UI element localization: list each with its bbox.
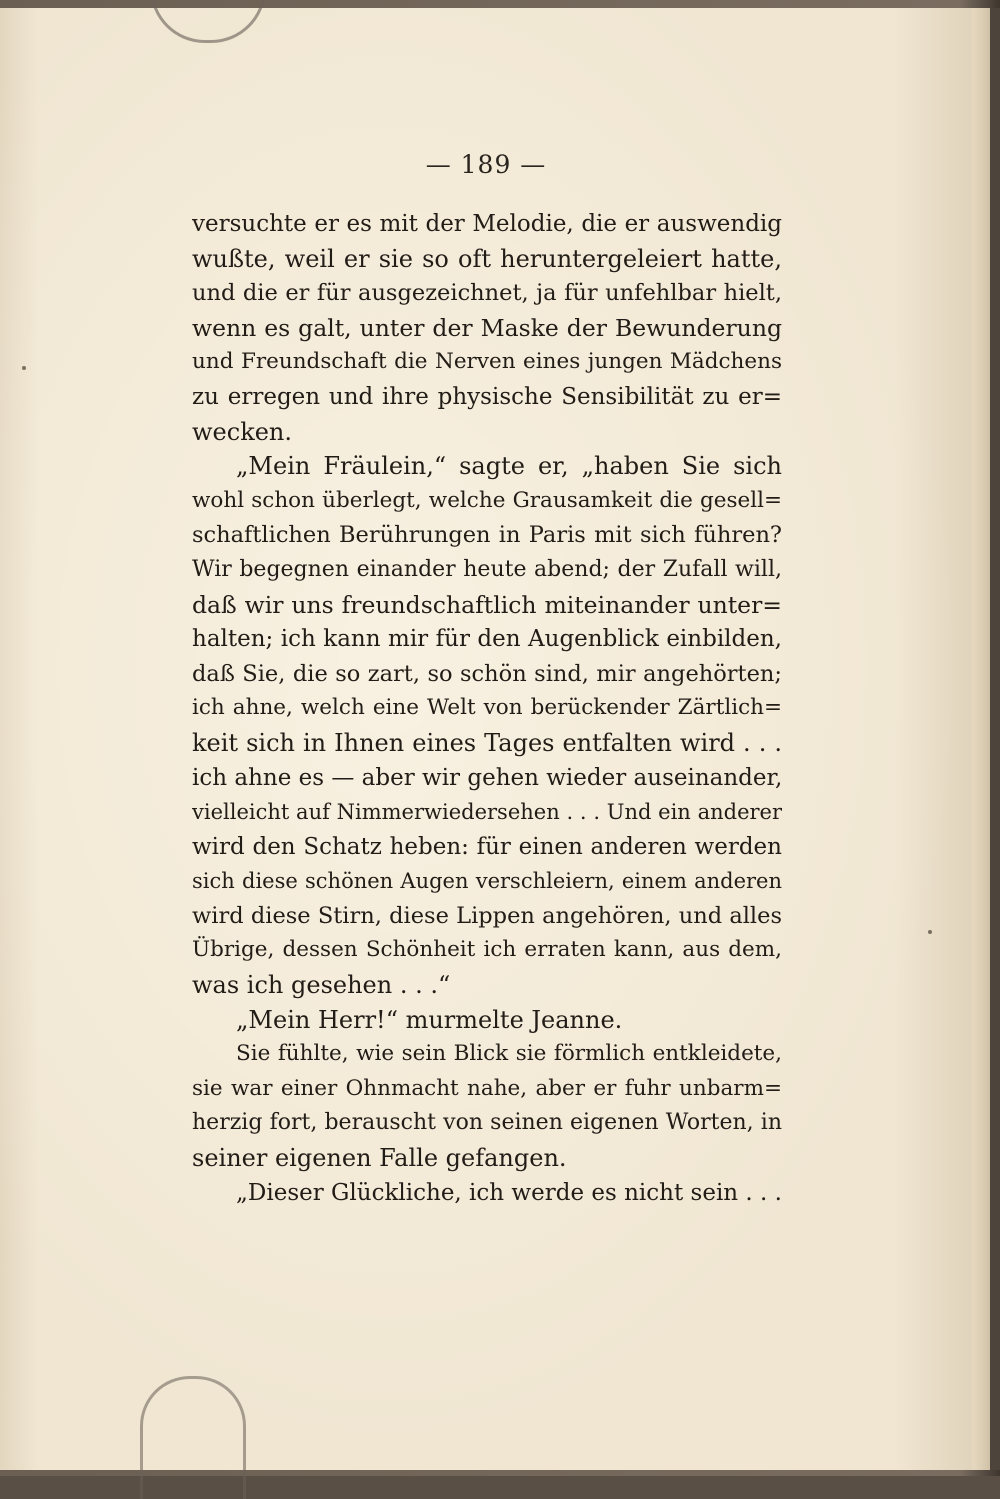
text-line: ich ahne, welch eine Welt von berückender Zärtlich=: [192, 695, 782, 721]
text-line: wird den Schatz heben: für einen anderen werden: [192, 833, 782, 860]
text-line: und die er für ausgezeichnet, ja für unfehlbar hielt,: [192, 280, 782, 307]
text-line: vielleicht auf Nimmerwiedersehen . . . Und ein anderer: [192, 800, 782, 825]
text-line: sie war einer Ohnmacht nahe, aber er fuhr unbarm=: [192, 1075, 782, 1101]
text-line: wenn es galt, unter der Maske der Bewunderung: [192, 313, 782, 342]
body-text: [192, 207, 782, 1210]
text-line: Übrige, dessen Schönheit ich erraten kann, aus dem,: [192, 937, 782, 963]
text-line: halten; ich kann mir für den Augenblick einbilden,: [192, 626, 782, 653]
text-line: „Mein Herr!“ murmelte Jeanne.: [236, 1005, 623, 1034]
text-line: Sie fühlte, wie sein Blick sie förmlich entkleidete,: [236, 1041, 782, 1067]
text-line: was ich gesehen . . .“: [192, 971, 451, 1000]
text-line: daß wir uns freundschaftlich miteinander unter=: [192, 590, 782, 619]
text-line: daß Sie, die so zart, so schön sind, mir angehörten;: [192, 660, 782, 687]
binding-clip-bottom: [140, 1376, 246, 1499]
text-line: und Freundschaft die Nerven eines jungen Mädchens: [192, 349, 782, 375]
text-line: seiner eigenen Falle gefangen.: [192, 1144, 567, 1173]
text-line: schaftlichen Berührungen in Paris mit sich führen?: [192, 522, 782, 549]
text-line: keit sich in Ihnen eines Tages entfalten wird . . .: [192, 728, 782, 757]
page-number: — 189 —: [425, 150, 547, 179]
text-line: Wir begegnen einander heute abend; der Zufall will,: [192, 556, 782, 582]
text-line: ich ahne es — aber wir gehen wieder auseinander,: [192, 764, 782, 791]
text-line: wohl schon überlegt, welche Grausamkeit die gesell=: [192, 487, 782, 513]
text-line: versuchte er es mit der Melodie, die er auswendig: [192, 211, 782, 237]
text-line: wußte, weil er sie so oft heruntergeleiert hatte,: [192, 244, 782, 273]
text-line: sich diese schönen Augen verschleiern, einem anderen: [192, 869, 782, 894]
paper-speck: [928, 930, 932, 934]
text-line: wird diese Stirn, diese Lippen angehören, und alles: [192, 902, 782, 929]
text-line: wecken.: [192, 417, 293, 446]
text-line: „Mein Fräulein,“ sagte er, „haben Sie sich: [236, 452, 782, 481]
page-shadow: [990, 8, 1000, 1470]
text-line: herzig fort, berauscht von seinen eigenen Worten, in: [192, 1110, 782, 1136]
text-line: zu erregen und ihre physische Sensibilität zu er=: [192, 383, 782, 410]
paper-speck: [22, 366, 26, 370]
text-line: „Dieser Glückliche, ich werde es nicht sein . . .: [236, 1179, 782, 1206]
